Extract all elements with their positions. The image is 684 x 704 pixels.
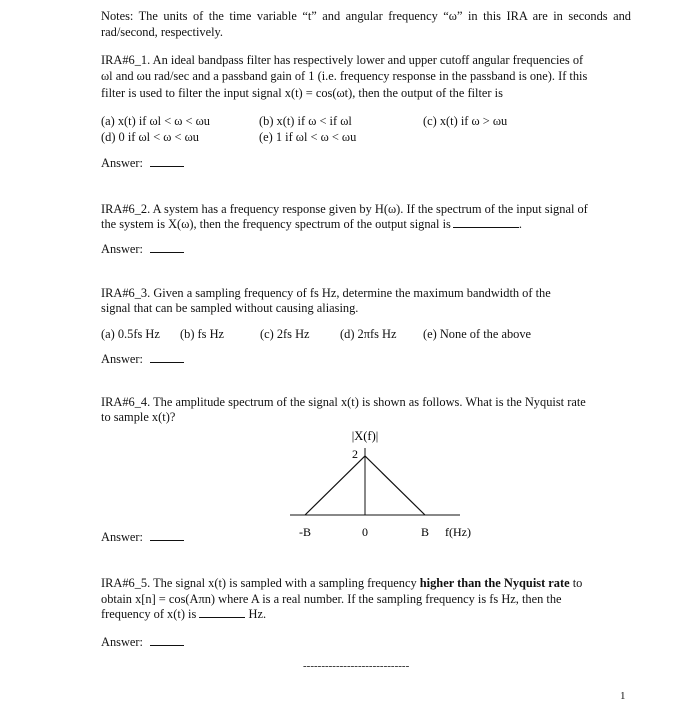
chart-peak-label: 2 (352, 447, 358, 461)
q2-answer-blank[interactable] (150, 242, 184, 253)
q5-line-3-pre: frequency of x(t) is (101, 607, 197, 621)
q5-text-line-3 (101, 606, 266, 622)
q5-line-1-pre: IRA#6_5. The signal x(t) is sampled with a sampling frequency (101, 576, 420, 590)
q1-answer-blank[interactable] (150, 156, 184, 167)
q3-answer-blank[interactable] (150, 352, 184, 363)
q5-inline-blank[interactable] (199, 607, 245, 618)
q2-text-line-1: IRA#6_2. A system has a frequency response given by H(ω). If the spectrum of the input signal of (101, 202, 588, 216)
q3-option-e: (e) None of the above (423, 327, 532, 341)
q3-answer-label: Answer: (101, 352, 143, 366)
footer-separator: ----------------------------- (303, 660, 410, 672)
q3-option-a: (a) 0.5fs Hz (101, 327, 160, 341)
q1-text-line-2: ωl and ωu rad/sec and a passband gain of 1 (i.e. frequency response in the passband is one). If this (101, 69, 588, 83)
q3-answer (101, 351, 184, 367)
q2-answer-label: Answer: (101, 242, 143, 256)
q2-text-line-2-end: . (518, 217, 522, 231)
q3-text-line-1: IRA#6_3. Given a sampling frequency of fs Hz, determine the maximum bandwidth of the (101, 286, 551, 300)
q1-answer (101, 155, 184, 171)
q1-text-line-1: IRA#6_1. An ideal bandpass filter has respectively lower and upper cutoff angular frequencies of (101, 53, 584, 67)
q3-option-c: (c) 2fs Hz (260, 327, 310, 341)
q1-option-a: (a) x(t) if ωl < ω < ωu (101, 114, 210, 128)
q5-text-line-1 (101, 575, 582, 591)
page-number: 1 (620, 690, 626, 702)
q5-line-3-post: Hz. (248, 607, 267, 621)
q5-line-1-post: to (569, 576, 583, 590)
q1-option-b: (b) x(t) if ω < if ωl (259, 114, 352, 128)
x-tick-label-neg-b: -B (299, 525, 311, 539)
q4-answer-blank[interactable] (150, 530, 184, 541)
amplitude-spectrum-chart (280, 420, 500, 550)
q4-text-line-2: to sample x(t)? (101, 410, 176, 424)
q2-text-line-2-body: the system is X(ω), then the frequency spectrum of the output signal is (101, 217, 451, 231)
q3-text-line-2: signal that can be sampled without causing aliasing. (101, 301, 359, 315)
q5-answer-label: Answer: (101, 635, 143, 649)
x-tick-label-b: B (420, 525, 430, 539)
q5-text-line-2: obtain x[n] = cos(Aπn) where A is a real number. If the sampling frequency is fs Hz, then the (101, 592, 562, 606)
q3-option-b: (b) fs Hz (180, 327, 225, 341)
q2-text-line-2 (101, 216, 522, 232)
q5-answer-blank[interactable] (150, 635, 184, 646)
q1-text-line-3: filter is used to filter the input signal x(t) = cos(ωt), then the output of the filter is (101, 86, 503, 100)
q4-text-line-1: IRA#6_4. The amplitude spectrum of the signal x(t) is shown as follows. What is the Nyquist rate (101, 395, 586, 409)
q1-option-e: (e) 1 if ωl < ω < ωu (259, 130, 357, 144)
x-tick-label-zero: 0 (362, 525, 368, 539)
q5-answer (101, 634, 184, 650)
q3-option-d: (d) 2πfs Hz (340, 327, 397, 341)
q1-option-c: (c) x(t) if ω > ωu (423, 114, 508, 128)
q2-answer (101, 241, 184, 257)
q4-answer (101, 529, 184, 545)
q1-option-d: (d) 0 if ωl < ω < ωu (101, 130, 199, 144)
notes: Notes: The units of the time variable “t” and angular frequency “ω” in this IRA are in seconds and rad/second, respectively. (101, 9, 631, 39)
chart-title: |X(f)| (351, 429, 379, 443)
q1-answer-label: Answer: (101, 156, 143, 170)
q2-inline-blank[interactable] (453, 217, 519, 228)
q5-line-1-bold: higher than the Nyquist rate (419, 576, 570, 590)
q4-answer-label: Answer: (101, 530, 143, 544)
x-axis-label: f(Hz) (445, 525, 471, 539)
